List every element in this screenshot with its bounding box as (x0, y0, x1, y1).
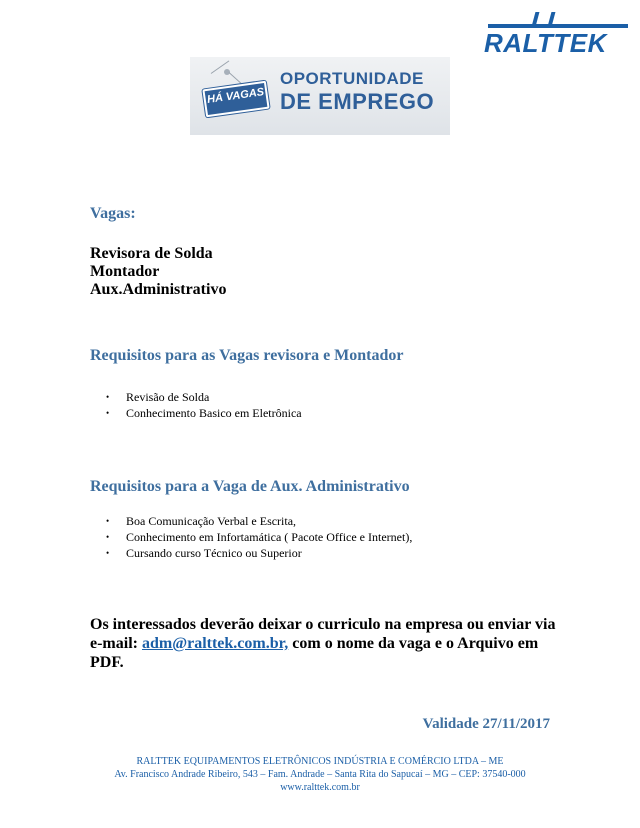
vacancies-list (90, 245, 226, 299)
vacancy-sign (202, 81, 269, 118)
logo-text: RALTTEK (484, 28, 607, 58)
vacancy-item: Revisora de Solda (90, 245, 213, 262)
footer (0, 755, 640, 794)
requirements-heading-aux: Requisitos para a Vaga de Aux. Administrativo (90, 478, 410, 495)
footer-website[interactable]: www.ralttek.com.br (280, 782, 360, 793)
requirements-list-revisora (90, 389, 540, 421)
footer-address: Av. Francisco Andrade Ribeiro, 543 – Fam. Andrade – Santa Rita do Sapucaí – MG – CEP: 37540-000 (114, 769, 526, 780)
vacancy-sign-text: HÁ VAGAS (206, 86, 265, 106)
banner-title-line1: OPORTUNIDADE (280, 69, 424, 88)
validity-date: Validade 27/11/2017 (422, 716, 550, 732)
instructions-text-end: com o nome da vaga e o Arquivo em PDF. (90, 635, 539, 671)
footer-company: RALTTEK EQUIPAMENTOS ELETRÔNICOS INDÚSTRIA E COMÉRCIO LTDA – ME (136, 756, 504, 767)
list-item: • Revisão de Solda (90, 389, 540, 405)
instructions-text: Os interessados deverão deixar o curriculo na empresa ou enviar via e-mail: (90, 616, 556, 652)
vacancies-heading: Vagas: (90, 205, 136, 222)
list-item: • Conhecimento em Infortamática ( Pacote Office e Internet), (90, 529, 540, 545)
banner-title-line2: DE EMPREGO (280, 89, 435, 114)
email-link[interactable]: adm@ralttek.com.br, (141, 635, 289, 652)
job-opportunity-banner (190, 57, 450, 135)
list-item: • Cursando curso Técnico ou Superior (90, 545, 540, 561)
application-instructions (90, 615, 560, 672)
requirements-heading-revisora: Requisitos para as Vagas revisora e Montador (90, 347, 404, 364)
vacancy-item: Montador (90, 263, 160, 280)
vacancy-item: Aux.Administrativo (90, 281, 227, 298)
requirements-list-aux (90, 513, 540, 561)
company-logo (484, 10, 632, 60)
list-item: • Conhecimento Basico em Eletrônica (90, 405, 540, 421)
list-item: • Boa Comunicação Verbal e Escrita, (90, 513, 540, 529)
